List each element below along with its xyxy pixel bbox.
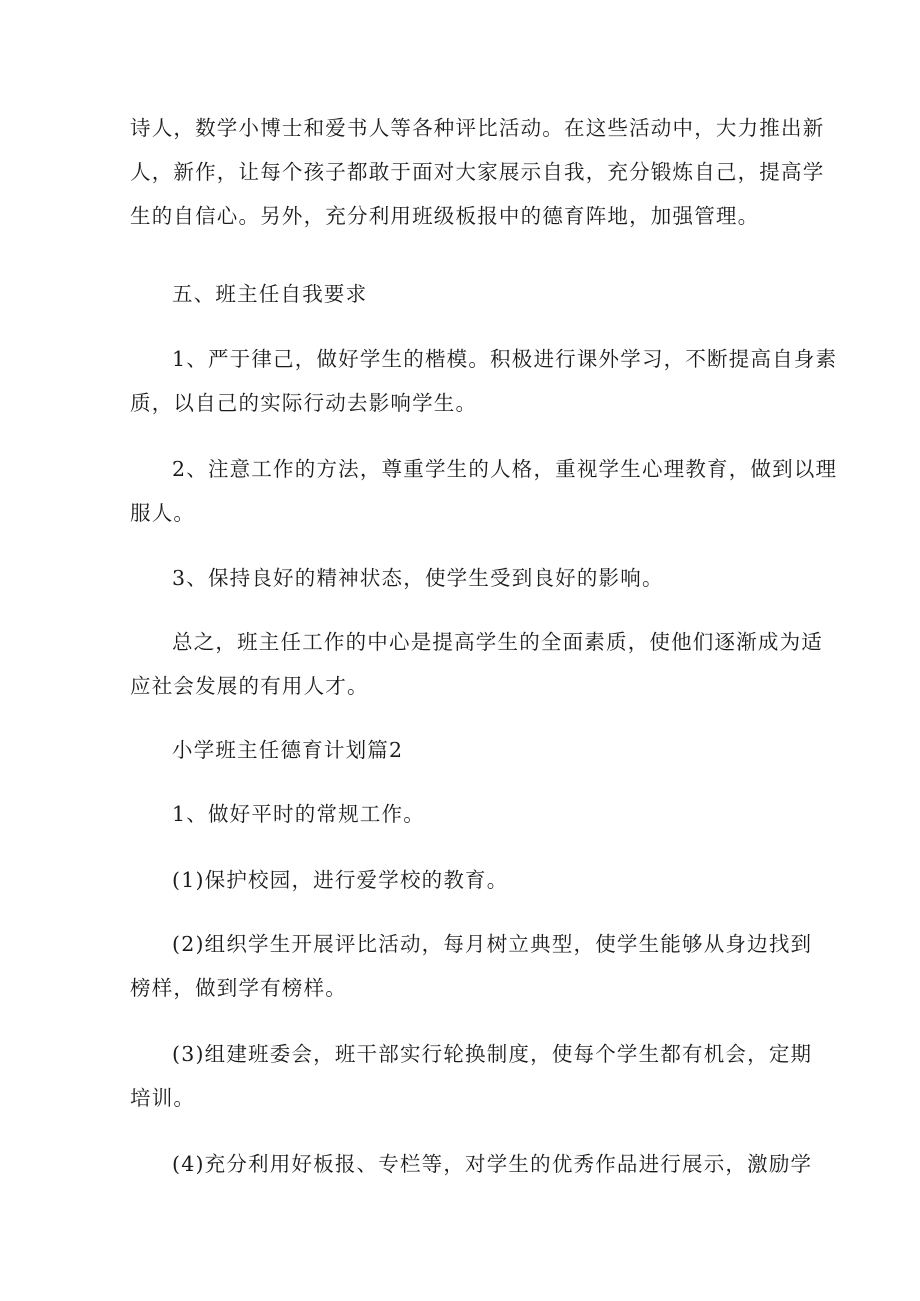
text-line: (3)组建班委会，班干部实行轮换制度，使每个学生都有机会，定期 <box>172 1042 813 1066</box>
paragraph-item-2 <box>130 447 838 535</box>
paragraph-item-1 <box>130 337 838 425</box>
text-line: 服人。 <box>130 501 196 525</box>
heading-text: 小学班主任德育计划篇2 <box>172 738 404 762</box>
text-line: 培训。 <box>130 1086 196 1110</box>
text-line: 应社会发展的有用人才。 <box>130 674 369 698</box>
text-line: 榜样，做到学有榜样。 <box>130 976 347 1000</box>
text-line: 2、注意工作的方法，尊重学生的人格，重视学生心理教育，做到以理 <box>172 457 838 481</box>
section-heading-plan-2 <box>130 728 792 772</box>
paragraph-item-3 <box>130 556 792 600</box>
paragraph-sub-item-2 <box>130 922 813 1010</box>
text-line: (2)组织学生开展评比活动，每月树立典型，使学生能够从身边找到 <box>172 932 813 956</box>
text-line: 生的自信心。另外，充分利用班级板报中的德育阵地，加强管理。 <box>130 204 760 228</box>
text-line: 1、做好平时的常规工作。 <box>172 802 425 826</box>
text-line: 1、严于律己，做好学生的楷模。积极进行课外学习，不断提高自身素 <box>172 347 838 371</box>
text-line: 诗人，数学小博士和爱书人等各种评比活动。在这些活动中，大力推出新 <box>130 116 825 140</box>
paragraph-sub-item-4 <box>130 1142 813 1186</box>
text-line: 质，以自己的实际行动去影响学生。 <box>130 391 478 415</box>
paragraph-routine-work <box>130 792 792 836</box>
section-heading-self-requirements <box>130 272 792 316</box>
text-line: (4)充分利用好板报、专栏等，对学生的优秀作品进行展示，激励学 <box>172 1152 813 1176</box>
paragraph-activities-continued <box>130 106 825 238</box>
paragraph-sub-item-1 <box>130 858 792 902</box>
text-line: (1)保护校园，进行爱学校的教育。 <box>172 868 509 892</box>
paragraph-sub-item-3 <box>130 1032 813 1120</box>
text-line: 3、保持良好的精神状态，使学生受到良好的影响。 <box>172 566 664 590</box>
text-line: 人，新作，让每个孩子都敢于面对大家展示自我，充分锻炼自己，提高学 <box>130 160 825 184</box>
paragraph-summary <box>130 620 823 708</box>
text-line: 总之，班主任工作的中心是提高学生的全面素质，使他们逐渐成为适 <box>172 630 823 654</box>
heading-text: 五、班主任自我要求 <box>172 282 368 306</box>
